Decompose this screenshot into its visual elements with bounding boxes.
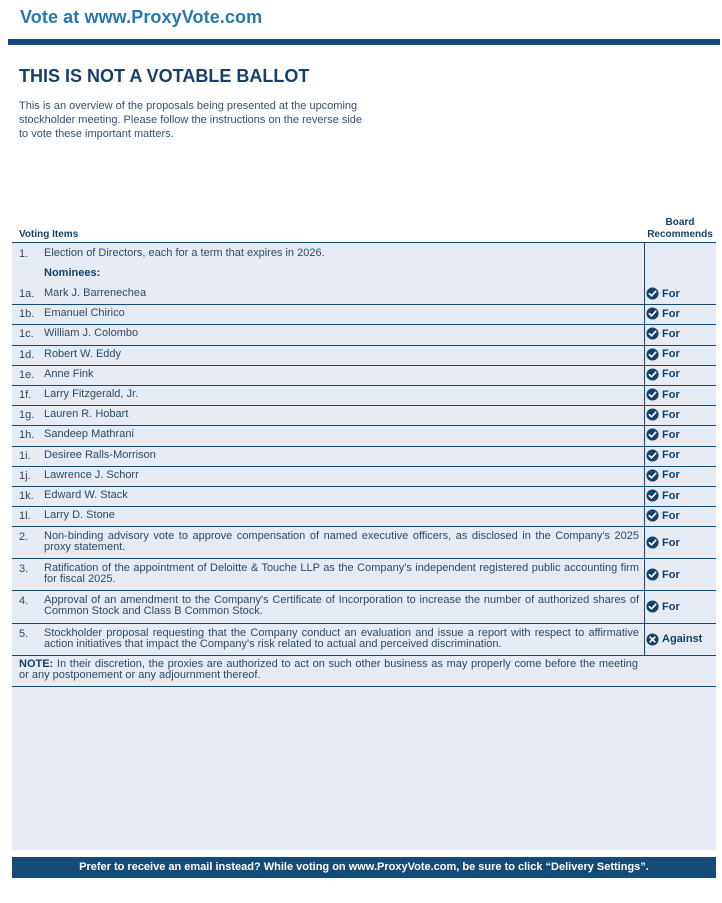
item-1-row	[12, 243, 716, 285]
recommendation-label: For	[662, 307, 680, 320]
check-circle-icon	[646, 600, 659, 613]
board-recommendation	[646, 428, 680, 441]
proposal-row	[12, 624, 716, 656]
x-circle-icon	[646, 633, 659, 646]
nominee-row	[12, 447, 716, 467]
nominee-row	[12, 467, 716, 487]
board-recommendation	[646, 348, 680, 361]
nominee-number: 1c.	[19, 328, 34, 341]
item-text: Election of Directors, each for a term that expires in 2026.	[44, 247, 325, 259]
header-rule	[8, 39, 720, 45]
item-number: 1.	[19, 248, 29, 260]
recommendation-label: For	[662, 327, 680, 340]
nominee-name: Desiree Ralls-Morrison	[44, 448, 156, 461]
nominee-number: 1i.	[19, 449, 31, 462]
board-recommendation	[646, 600, 680, 613]
board-recommendation	[646, 489, 680, 502]
recommendation-label: For	[662, 509, 680, 522]
recommendation-label: For	[662, 348, 680, 361]
check-circle-icon	[646, 489, 659, 502]
check-circle-icon	[646, 449, 659, 462]
board-recommends-heading	[641, 217, 719, 241]
check-circle-icon	[646, 469, 659, 482]
nominees-label: Nominees:	[44, 267, 101, 279]
proposal-number: 3.	[19, 563, 29, 576]
nominee-name: Larry D. Stone	[44, 509, 115, 522]
board-recommendation	[646, 509, 680, 522]
nominee-number: 1j.	[19, 469, 31, 482]
footer-banner: Prefer to receive an email instead? While voting on www.ProxyVote.com, be sure to click “Delivery Settings”.	[12, 857, 716, 878]
nominee-name: Edward W. Stack	[44, 489, 128, 501]
board-recommendation	[646, 536, 680, 549]
nominee-row	[12, 386, 716, 406]
nominee-number: 1k.	[19, 490, 34, 502]
note-label: NOTE:	[19, 658, 54, 670]
nominee-name: Sandeep Mathrani	[44, 428, 134, 441]
nominee-name: Emanuel Chirico	[44, 307, 125, 320]
nominee-name: William J. Colombo	[44, 327, 139, 340]
nominee-row	[12, 406, 716, 426]
note-rule	[12, 686, 716, 687]
nominee-row	[12, 325, 716, 345]
board-heading-line2: Recommends	[647, 229, 713, 240]
note-text	[19, 659, 638, 681]
check-circle-icon	[646, 428, 659, 441]
nominee-name: Lauren R. Hobart	[44, 408, 129, 421]
recommendation-label: For	[662, 287, 680, 300]
nominee-row	[12, 366, 716, 386]
board-recommendation	[646, 368, 680, 381]
recommendation-label: For	[662, 536, 680, 549]
board-heading-line1: Board	[665, 217, 695, 228]
proposal-number: 2.	[19, 531, 29, 543]
nominee-number: 1d.	[19, 348, 35, 361]
check-circle-icon	[646, 388, 659, 401]
nominee-row	[12, 346, 716, 366]
nominee-number: 1l.	[19, 510, 31, 523]
board-recommendation	[646, 307, 680, 320]
proposal-row	[12, 559, 716, 591]
board-recommendation	[646, 633, 702, 646]
proposal-row	[12, 591, 716, 623]
check-circle-icon	[646, 348, 659, 361]
board-recommendation	[646, 287, 680, 300]
board-recommendation	[646, 327, 680, 340]
nominee-name: Mark J. Barrenechea	[44, 287, 147, 299]
recommendation-label: For	[662, 368, 680, 381]
check-circle-icon	[646, 327, 659, 340]
proposal-text: Approval of an amendment to the Company's Certificate of Incorporation to increase the number of authorized shares of Common Stock and Class B Common Stock.	[44, 594, 639, 618]
nominee-row	[12, 285, 716, 305]
page-title: THIS IS NOT A VOTABLE BALLOT	[19, 66, 310, 86]
recommendation-label: For	[662, 568, 680, 581]
recommendation-label: For	[662, 469, 680, 482]
board-recommendation	[646, 408, 680, 421]
nominee-name: Lawrence J. Schorr	[44, 468, 139, 481]
nominee-number: 1e.	[19, 368, 35, 381]
voting-items-heading: Voting Items	[19, 229, 79, 240]
proposal-row	[12, 527, 716, 559]
check-circle-icon	[646, 568, 659, 581]
nominee-row	[12, 487, 716, 507]
proposal-text: Ratification of the appointment of Deloitte & Touche LLP as the Company's independent registered public accounting firm for fiscal 2025.	[44, 562, 639, 586]
nominee-number: 1h.	[19, 429, 35, 442]
proposal-number: 5.	[19, 627, 29, 640]
board-recommendation	[646, 469, 680, 482]
check-circle-icon	[646, 536, 659, 549]
check-circle-icon	[646, 287, 659, 300]
check-circle-icon	[646, 509, 659, 522]
proposal-text: Non-binding advisory vote to approve compensation of named executive officers, as disclosed in the Company's 2025 proxy statement.	[44, 530, 639, 553]
intro-text: This is an overview of the proposals being presented at the upcoming stockholder meeting. Please follow the instructions on the reverse side to vote these important matters.	[19, 100, 363, 140]
note-body: In their discretion, the proxies are authorized to act on such other business as may properly come before the meeting or any postponement or any adjournment thereof.	[19, 658, 638, 681]
recommendation-label: For	[662, 408, 680, 421]
nominee-row	[12, 305, 716, 325]
recommendation-label: For	[662, 388, 680, 401]
nominee-row	[12, 426, 716, 446]
vote-site-header: Vote at www.ProxyVote.com	[20, 7, 263, 27]
recommendation-label: For	[662, 600, 680, 613]
proposal-text: Stockholder proposal requesting that the Company conduct an evaluation and issue a report with respect to affirmative action initiatives that impact the Company's risk related to actual and perceived discrimination.	[44, 626, 639, 650]
nominee-name: Anne Fink	[44, 367, 94, 380]
board-recommendation	[646, 568, 680, 581]
proposal-number: 4.	[19, 595, 29, 608]
recommendation-label: For	[662, 449, 680, 462]
board-recommendation	[646, 388, 680, 401]
nominee-row	[12, 507, 716, 527]
nominee-number: 1g.	[19, 409, 35, 422]
check-circle-icon	[646, 408, 659, 421]
check-circle-icon	[646, 307, 659, 320]
board-recommendation	[646, 449, 680, 462]
check-circle-icon	[646, 368, 659, 381]
row-divider	[12, 655, 716, 656]
nominee-number: 1b.	[19, 308, 35, 321]
nominee-name: Robert W. Eddy	[44, 347, 122, 360]
nominee-name: Larry Fitzgerald, Jr.	[44, 388, 139, 400]
recommendation-label: For	[662, 489, 680, 502]
nominee-number: 1f.	[19, 389, 32, 401]
recommendation-label: Against	[662, 633, 703, 646]
recommendation-label: For	[662, 428, 680, 441]
nominee-number: 1a.	[19, 288, 35, 300]
